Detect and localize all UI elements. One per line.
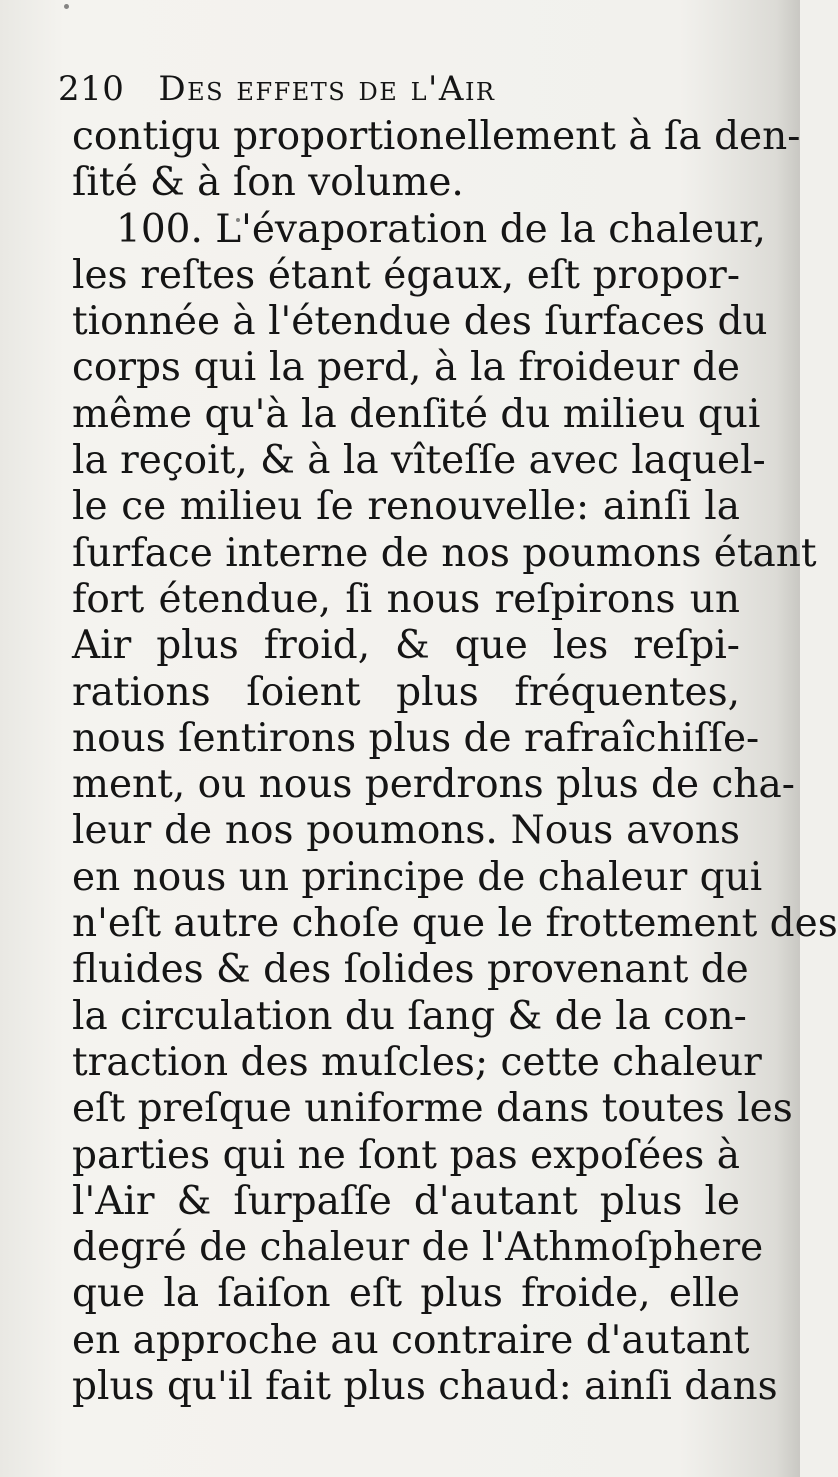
ink-speck [64, 4, 69, 9]
text-line: le ce milieu ſe renouvelle: ainſi la [72, 484, 740, 530]
text-line: ſité & à ſon volume. [72, 160, 464, 206]
text-line: tionnée à l'étendue des ſurfaces du [72, 299, 768, 345]
running-head [58, 62, 758, 116]
page-number: 210 [58, 69, 125, 109]
text-line: traction des muſcles; cette chaleur [72, 1039, 762, 1085]
text-line: contigu proportionellement à ſa den- [72, 114, 801, 159]
text-line: fluides & des ſolides provenant de [72, 947, 749, 993]
text-line: nous ſentirons plus de rafraîchiſſe- [72, 715, 760, 761]
text-line: ment, ou nous perdrons plus de cha- [72, 762, 795, 808]
text-line: ſurface interne de nos poumons étant [72, 530, 817, 576]
body-text [72, 114, 838, 1410]
text-line: en approche au contraire d'autant [72, 1317, 750, 1363]
text-line: n'eſt autre choſe que le frottement des [72, 901, 838, 947]
text-line: que la ſaiſon eſt plus froide, elle [72, 1271, 740, 1317]
text-line: Air plus froid, & que les reſpi- [72, 623, 740, 669]
text-line: plus qu'il fait plus chaud: ainſi dans [72, 1364, 778, 1410]
text-line: en nous un principe de chaleur qui [72, 854, 763, 900]
text-line: eſt preſque uniforme dans toutes les [72, 1086, 793, 1132]
text-line: rations ſoient plus fréquentes, [72, 669, 740, 715]
text-line: leur de nos poumons. Nous avons [72, 808, 740, 854]
text-line: corps qui la perd, à la froideur de [72, 345, 740, 391]
text-line: degré de chaleur de l'Athmoſphere [72, 1225, 764, 1271]
text-line: la circulation du ſang & de la con- [72, 993, 747, 1039]
running-title: Des effets de l'Air [158, 69, 496, 109]
text-line: la reçoit, & à la vîteſſe avec laquel- [72, 438, 766, 484]
text-line: fort étendue, ſi nous reſpirons un [72, 576, 740, 622]
text-line: les reſtes étant égaux, eſt propor- [72, 252, 740, 298]
text-line: parties qui ne ſont pas expoſées à [72, 1132, 740, 1178]
text-line: l'Air & ſurpaſſe d'autant plus le [72, 1178, 740, 1224]
text-line: même qu'à la denſité du milieu qui [72, 391, 761, 437]
paragraph-first-line: 100. L'évaporation de la chaleur, [116, 206, 766, 252]
